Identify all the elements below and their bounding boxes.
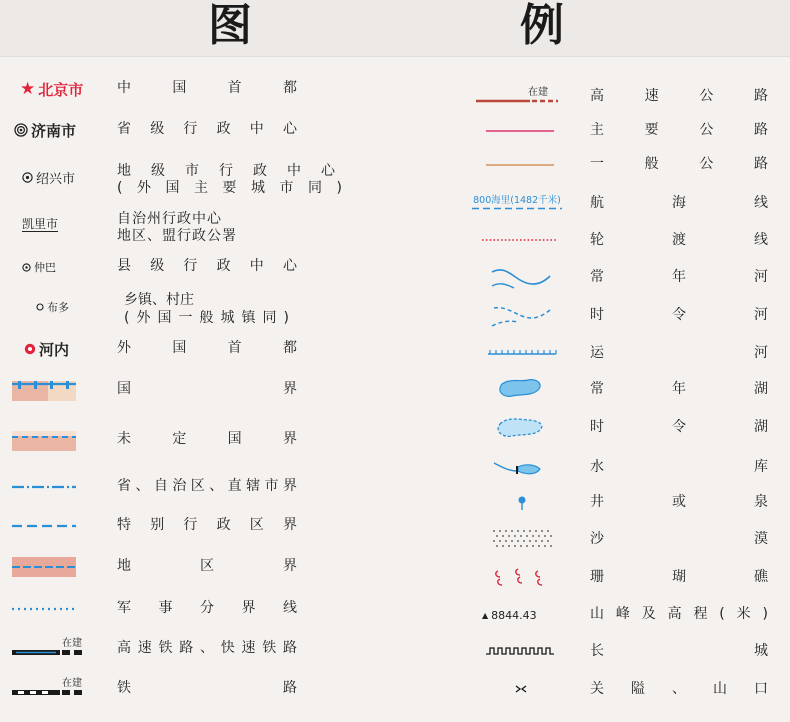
capital-star-icon: ★ xyxy=(20,79,36,99)
undefined-boundary-icon xyxy=(10,425,80,455)
main-road-icon xyxy=(470,128,560,134)
legend-row-provincial-boundary xyxy=(0,470,395,504)
legend-row-pass xyxy=(460,672,780,706)
label-text: 时 令 湖 xyxy=(590,419,768,435)
regional-boundary-icon xyxy=(10,553,80,581)
well-spring-icon xyxy=(470,490,560,514)
label-text: 地 区 界 xyxy=(117,558,297,574)
legend-row-seasonal-lake xyxy=(460,410,780,444)
label-text: 铁 路 xyxy=(117,680,297,696)
legend-row-general-road xyxy=(460,148,780,182)
label-text: 省 、 自 治 区 、 直 辖 市 界 xyxy=(117,478,297,494)
legend-row-desert xyxy=(460,522,780,556)
peak-elevation: 8844.43 xyxy=(491,608,537,622)
legend-label-2 xyxy=(117,228,297,245)
legend-row-military-boundary xyxy=(0,592,395,626)
label-text: 水 库 xyxy=(590,459,768,475)
legend-label xyxy=(590,195,768,212)
label-text: 外 国 首 都 xyxy=(117,340,297,356)
label-text: 高 速 铁 路 、 快 速 铁 路 xyxy=(117,640,297,656)
legend-label xyxy=(117,600,297,617)
city-name: 河内 xyxy=(39,340,70,359)
label-text: 航 海 线 xyxy=(590,195,768,211)
label-text: 军 事 分 界 线 xyxy=(117,600,297,616)
legend-label xyxy=(117,381,297,398)
legend-row-main-road xyxy=(460,114,780,148)
label-text: 时 令 河 xyxy=(590,307,768,323)
distance-note: 800海里(1482千米) xyxy=(473,195,561,206)
city-name: 仲巴 xyxy=(34,261,56,274)
expressway-icon xyxy=(470,98,560,104)
legend-row-coral-reef xyxy=(460,560,780,594)
seasonal-lake-icon xyxy=(470,412,560,442)
legend-row-great-wall xyxy=(460,634,780,668)
legend-label xyxy=(590,643,768,660)
legend-label xyxy=(590,88,768,105)
label-text: 一 般 公 路 xyxy=(590,156,768,172)
legend-label xyxy=(117,478,297,495)
town-icon xyxy=(36,303,44,311)
highspeed-railway-icon xyxy=(10,649,90,657)
label-text: 自治州行政中心 xyxy=(117,211,222,227)
label-text: 高 速 公 路 xyxy=(590,88,768,104)
label-text-2: ( 外 国 主 要 城 市 同 ) xyxy=(117,180,342,196)
legend-label xyxy=(590,122,768,139)
county-seat-icon xyxy=(22,263,31,272)
legend-row-railway xyxy=(0,670,395,704)
coral-reef-icon xyxy=(470,563,560,591)
label-text: 运 河 xyxy=(590,345,768,361)
legend-row-county xyxy=(0,250,395,284)
legend-row-capital xyxy=(0,72,395,106)
desert-icon xyxy=(470,526,560,552)
label-text: 国 界 xyxy=(117,381,297,397)
legend-row-perennial-lake xyxy=(460,372,780,406)
legend-title-right: 例 xyxy=(520,0,564,51)
legend-label xyxy=(590,494,768,511)
legend-label xyxy=(117,340,297,357)
seasonal-river-icon xyxy=(470,300,560,330)
label-text: 关 隘 、 山 口 xyxy=(590,681,768,697)
legend-row-prefecture xyxy=(0,160,395,200)
city-name: 北京市 xyxy=(38,80,84,99)
legend-label xyxy=(117,121,297,138)
province-capital-icon xyxy=(14,123,28,137)
city-name: 布多 xyxy=(47,301,69,314)
label-text-2: 地区、盟行政公署 xyxy=(117,228,237,244)
legend-label xyxy=(590,269,768,286)
canal-icon xyxy=(470,347,560,359)
legend-row-canal xyxy=(460,336,780,370)
legend-label-2 xyxy=(124,310,289,327)
legend-row-well-or-spring xyxy=(460,485,780,519)
label-text: 沙 漠 xyxy=(590,531,768,547)
legend-row-foreign-capital xyxy=(0,332,395,366)
reservoir-icon xyxy=(470,455,560,479)
label-text: 珊 瑚 礁 xyxy=(590,569,768,585)
legend-row-shipping-line xyxy=(460,186,780,220)
legend-label xyxy=(117,163,335,180)
legend-label xyxy=(124,292,304,309)
under-construction-note: 在建 xyxy=(62,677,82,689)
legend-label xyxy=(590,459,768,476)
sar-boundary-icon xyxy=(10,521,80,531)
label-text: 井 或 泉 xyxy=(590,494,768,510)
legend-row-ferry-line xyxy=(460,223,780,257)
city-name: 凯里市 xyxy=(22,217,59,231)
perennial-river-icon xyxy=(470,262,560,292)
city-name: 济南市 xyxy=(31,121,77,140)
national-boundary-icon xyxy=(10,375,80,405)
legend-row-highspeed-railway xyxy=(0,630,395,664)
legend-label xyxy=(117,258,297,275)
label-text: 未 定 国 界 xyxy=(117,431,297,447)
military-boundary-icon xyxy=(10,604,80,614)
legend-label xyxy=(117,80,297,97)
legend-row-seasonal-river xyxy=(460,298,780,332)
legend-row-undefined-boundary xyxy=(0,423,395,457)
legend-row-province-capital xyxy=(0,113,395,147)
label-text: 山 峰 及 高 程 ( 米 ) xyxy=(590,606,768,622)
legend-label xyxy=(590,606,768,623)
legend-title-left: 图 xyxy=(208,0,252,51)
legend-label xyxy=(117,211,297,228)
prefecture-seat-icon xyxy=(22,172,33,183)
label-text: 常 年 河 xyxy=(590,269,768,285)
legend-label xyxy=(590,345,768,362)
legend-label xyxy=(590,569,768,586)
perennial-lake-icon xyxy=(470,374,560,404)
legend-label xyxy=(590,381,768,398)
provincial-boundary-icon xyxy=(10,482,80,492)
legend-label xyxy=(117,431,297,448)
legend-label xyxy=(117,517,297,534)
legend-row-peak xyxy=(460,598,780,632)
legend-label xyxy=(590,307,768,324)
legend-label xyxy=(590,681,768,698)
legend-label xyxy=(117,640,297,657)
legend-row-national-boundary xyxy=(0,373,395,407)
pass-icon xyxy=(470,683,560,695)
label-text: 地 级 市 行 政 中 心 xyxy=(117,163,335,179)
label-text: 中 国 首 都 xyxy=(117,80,297,96)
label-text: 特 别 行 政 区 界 xyxy=(117,517,297,533)
great-wall-icon xyxy=(470,644,560,658)
label-text-2: ( 外 国 一 般 城 镇 同 ) xyxy=(124,310,289,326)
legend-label xyxy=(117,558,297,575)
under-construction-note: 在建 xyxy=(62,637,82,649)
legend-row-regional-boundary xyxy=(0,550,395,584)
legend-row-town xyxy=(0,290,395,330)
shipping-line-icon xyxy=(462,206,572,211)
city-name: 绍兴市 xyxy=(36,171,76,187)
peak-icon: ▲ xyxy=(482,610,489,620)
legend-label xyxy=(590,419,768,436)
label-text: 长 城 xyxy=(590,643,768,659)
header-band xyxy=(0,0,790,57)
legend-row-expressway xyxy=(460,78,780,112)
legend-label xyxy=(590,232,768,249)
legend-label xyxy=(117,680,297,697)
legend-label-2 xyxy=(117,180,342,197)
under-construction-note: 在建 xyxy=(528,86,548,98)
railway-icon xyxy=(10,689,90,697)
label-text: 轮 渡 线 xyxy=(590,232,768,248)
legend-label xyxy=(590,156,768,173)
label-text: 省 级 行 政 中 心 xyxy=(117,121,297,137)
legend-row-reservoir xyxy=(460,450,780,484)
label-text: 主 要 公 路 xyxy=(590,122,768,138)
legend-label xyxy=(590,531,768,548)
legend-row-autonomous-prefecture xyxy=(0,208,395,248)
general-road-icon xyxy=(470,162,560,168)
legend-row-sar-boundary xyxy=(0,509,395,543)
ferry-line-icon xyxy=(470,237,560,243)
legend-row-perennial-river xyxy=(460,260,780,294)
label-text: 县 级 行 政 中 心 xyxy=(117,258,297,274)
label-text: 常 年 湖 xyxy=(590,381,768,397)
foreign-capital-icon xyxy=(24,343,36,355)
label-text: 乡镇、村庄 xyxy=(124,292,194,308)
